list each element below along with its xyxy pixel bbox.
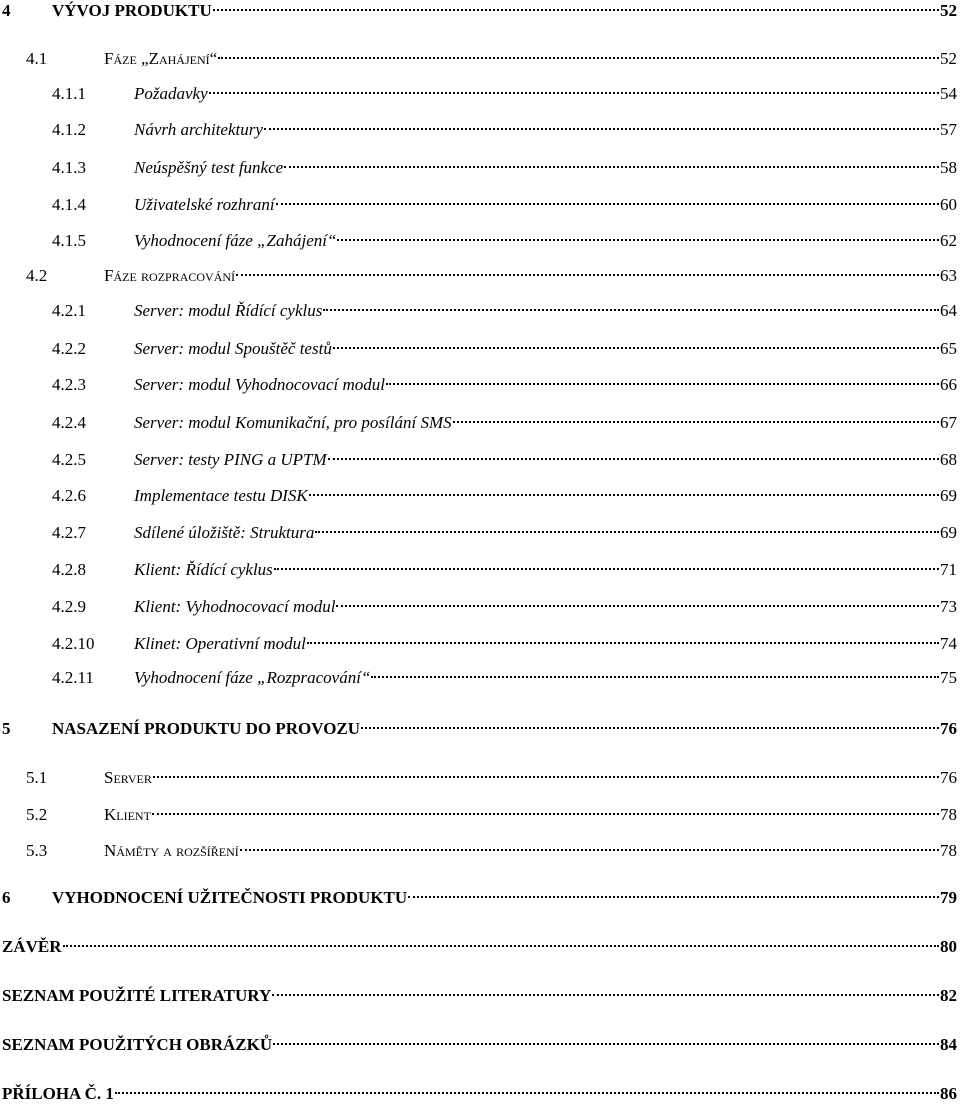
toc-entry-number: 4.1.2 — [52, 120, 86, 139]
toc-entry-title: Implementace testu DISK — [134, 486, 308, 505]
toc-entry-page-number: 74 — [940, 634, 957, 653]
toc-entry[interactable] — [2, 885, 957, 911]
toc-entry-number: 4.2.4 — [52, 413, 86, 432]
toc-entry-title: Uživatelské rozhraní — [134, 195, 275, 214]
toc-entry[interactable] — [52, 192, 957, 218]
toc-entry[interactable] — [26, 765, 957, 791]
toc-entry[interactable] — [52, 336, 957, 362]
toc-entry[interactable] — [26, 838, 957, 864]
dot-leader — [284, 166, 939, 168]
toc-entry-page-number: 86 — [940, 1084, 957, 1103]
toc-entry-title: Klient: Vyhodnocovací modul — [134, 597, 336, 616]
dot-leader — [386, 383, 939, 385]
dot-leader — [307, 642, 939, 644]
dot-leader — [273, 1043, 939, 1045]
toc-entry[interactable] — [2, 934, 957, 960]
toc-entry-title: Server: modul Spouštěč testů — [134, 339, 332, 358]
dot-leader — [328, 458, 939, 460]
dot-leader — [276, 203, 939, 205]
dot-leader — [323, 309, 939, 311]
toc-entry[interactable] — [2, 716, 957, 742]
toc-entry-page-number: 82 — [940, 986, 957, 1005]
toc-entry-page-number: 63 — [940, 266, 957, 285]
toc-entry-page-number: 62 — [940, 231, 957, 250]
toc-entry-number: 5.3 — [26, 841, 48, 860]
toc-entry[interactable] — [52, 520, 957, 546]
toc-entry-title: Návrh architektury — [134, 120, 263, 139]
toc-entry-number: 4.2.9 — [52, 597, 86, 616]
dot-leader — [115, 1092, 939, 1094]
toc-entry[interactable] — [2, 0, 957, 24]
toc-entry-number: 4.1.5 — [52, 231, 86, 250]
toc-entry-page-number: 57 — [940, 120, 957, 139]
toc-entry-page-number: 66 — [940, 375, 957, 394]
toc-entry[interactable] — [26, 802, 957, 828]
toc-entry-title: SEZNAM POUŽITÉ LITERATURY — [2, 986, 272, 1005]
toc-entry[interactable] — [52, 228, 957, 254]
toc-entry-number: 4.2.2 — [52, 339, 86, 358]
toc-entry-page-number: 76 — [940, 719, 957, 738]
toc-entry-number: 4 — [2, 1, 11, 20]
toc-entry-title: ZÁVĚR — [2, 937, 62, 956]
dot-leader — [264, 128, 939, 130]
toc-entry[interactable] — [52, 155, 957, 181]
dot-leader — [361, 727, 939, 729]
dot-leader — [236, 274, 939, 276]
toc-entry-page-number: 64 — [940, 301, 957, 320]
toc-entry[interactable] — [2, 1081, 957, 1107]
toc-entry-page-number: 60 — [940, 195, 957, 214]
dot-leader — [152, 813, 939, 815]
toc-entry-page-number: 76 — [940, 768, 957, 787]
toc-entry-title: Server: modul Komunikační, pro posílání SMS — [134, 413, 452, 432]
toc-entry-title: Fáze rozpracování — [104, 266, 236, 285]
toc-entry-title: Vyhodnocení fáze „Zahájení“ — [134, 231, 337, 250]
toc-entry-page-number: 79 — [940, 888, 957, 907]
toc-entry-title: Vyhodnocení fáze „Rozpracování“ — [134, 668, 371, 687]
toc-entry-number: 5.1 — [26, 768, 48, 787]
toc-entry[interactable] — [52, 117, 957, 143]
dot-leader — [153, 776, 939, 778]
dot-leader — [213, 9, 939, 11]
toc-entry-title: SEZNAM POUŽITÝCH OBRÁZKŮ — [2, 1035, 273, 1054]
toc-entry-title: Klient — [104, 805, 151, 824]
toc-entry-page-number: 84 — [940, 1035, 957, 1054]
toc-entry-number: 4.2.5 — [52, 450, 86, 469]
toc-entry-number: 4.1.1 — [52, 84, 86, 103]
toc-entry-number: 4.1.4 — [52, 195, 86, 214]
toc-entry-page-number: 52 — [940, 49, 957, 68]
toc-entry[interactable] — [52, 372, 957, 398]
toc-entry-title: Server: testy PING a UPTM — [134, 450, 327, 469]
toc-entry-number: 4.2.11 — [52, 668, 94, 687]
toc-entry-page-number: 78 — [940, 841, 957, 860]
toc-entry-title: Klinet: Operativní modul — [134, 634, 306, 653]
dot-leader — [315, 531, 939, 533]
toc-entry[interactable] — [52, 447, 957, 473]
toc-entry-title: Sdílené úložiště: Struktura — [134, 523, 315, 542]
dot-leader — [272, 994, 939, 996]
toc-entry[interactable] — [52, 81, 957, 107]
dot-leader — [209, 92, 939, 94]
toc-entry-page-number: 71 — [940, 560, 957, 579]
toc-entry[interactable] — [52, 557, 957, 583]
toc-entry-title: Požadavky — [134, 84, 208, 103]
toc-entry-number: 5.2 — [26, 805, 48, 824]
dot-leader — [336, 605, 939, 607]
toc-entry[interactable] — [52, 483, 957, 509]
dot-leader — [240, 849, 939, 851]
toc-entry-page-number: 75 — [940, 668, 957, 687]
toc-entry-page-number: 65 — [940, 339, 957, 358]
toc-entry-title: VYHODNOCENÍ UŽITEČNOSTI PRODUKTU — [52, 888, 408, 907]
toc-entry-page-number: 69 — [940, 523, 957, 542]
dot-leader — [371, 676, 939, 678]
toc-entry-page-number: 58 — [940, 158, 957, 177]
toc-entry-title: VÝVOJ PRODUKTU — [52, 1, 212, 20]
toc-entry-title: Neúspěšný test funkce — [134, 158, 284, 177]
toc-entry-title: Klient: Řídící cyklus — [134, 560, 273, 579]
dot-leader — [408, 896, 939, 898]
toc-entry-number: 5 — [2, 719, 11, 738]
toc-entry[interactable] — [52, 298, 957, 324]
toc-entry-page-number: 54 — [940, 84, 957, 103]
dot-leader — [309, 494, 939, 496]
toc-entry-title: Server: modul Vyhodnocovací modul — [134, 375, 386, 394]
dot-leader — [333, 347, 939, 349]
toc-entry[interactable] — [52, 631, 957, 657]
toc-entry-number: 4.1 — [26, 49, 48, 68]
toc-entry-number: 4.2.8 — [52, 560, 86, 579]
toc-entry-page-number: 68 — [940, 450, 957, 469]
toc-entry[interactable] — [52, 594, 957, 620]
toc-entry-page-number: 52 — [940, 1, 957, 20]
toc-entry[interactable] — [2, 983, 957, 1009]
toc-entry-number: 4.2.1 — [52, 301, 86, 320]
toc-entry[interactable] — [52, 410, 957, 436]
toc-entry-number: 4.2.7 — [52, 523, 86, 542]
toc-entry-page-number: 69 — [940, 486, 957, 505]
toc-entry[interactable] — [26, 263, 957, 289]
dot-leader — [453, 421, 939, 423]
dot-leader — [218, 57, 939, 59]
toc-entry-page-number: 67 — [940, 413, 957, 432]
toc-entry-number: 4.2.10 — [52, 634, 95, 653]
toc-entry-number: 4.2.6 — [52, 486, 86, 505]
toc-entry[interactable] — [2, 1032, 957, 1058]
dot-leader — [63, 945, 939, 947]
toc-entry-number: 4.2.3 — [52, 375, 86, 394]
toc-entry-number: 4.1.3 — [52, 158, 86, 177]
toc-entry-title: Fáze „Zahájení“ — [104, 49, 218, 68]
dot-leader — [274, 568, 939, 570]
toc-entry-title: Server — [104, 768, 152, 787]
toc-entry-title: NASAZENÍ PRODUKTU DO PROVOZU — [52, 719, 361, 738]
toc-entry-page-number: 78 — [940, 805, 957, 824]
toc-entry[interactable] — [26, 46, 957, 72]
toc-entry-number: 4.2 — [26, 266, 48, 285]
toc-entry[interactable] — [52, 665, 957, 691]
toc-entry-title: Server: modul Řídící cyklus — [134, 301, 323, 320]
dot-leader — [337, 239, 939, 241]
toc-entry-title: PŘÍLOHA Č. 1 — [2, 1084, 114, 1103]
toc-entry-number: 6 — [2, 888, 11, 907]
toc-entry-page-number: 73 — [940, 597, 957, 616]
toc-entry-title: Náměty a rozšíření — [104, 841, 239, 860]
toc-entry-page-number: 80 — [940, 937, 957, 956]
